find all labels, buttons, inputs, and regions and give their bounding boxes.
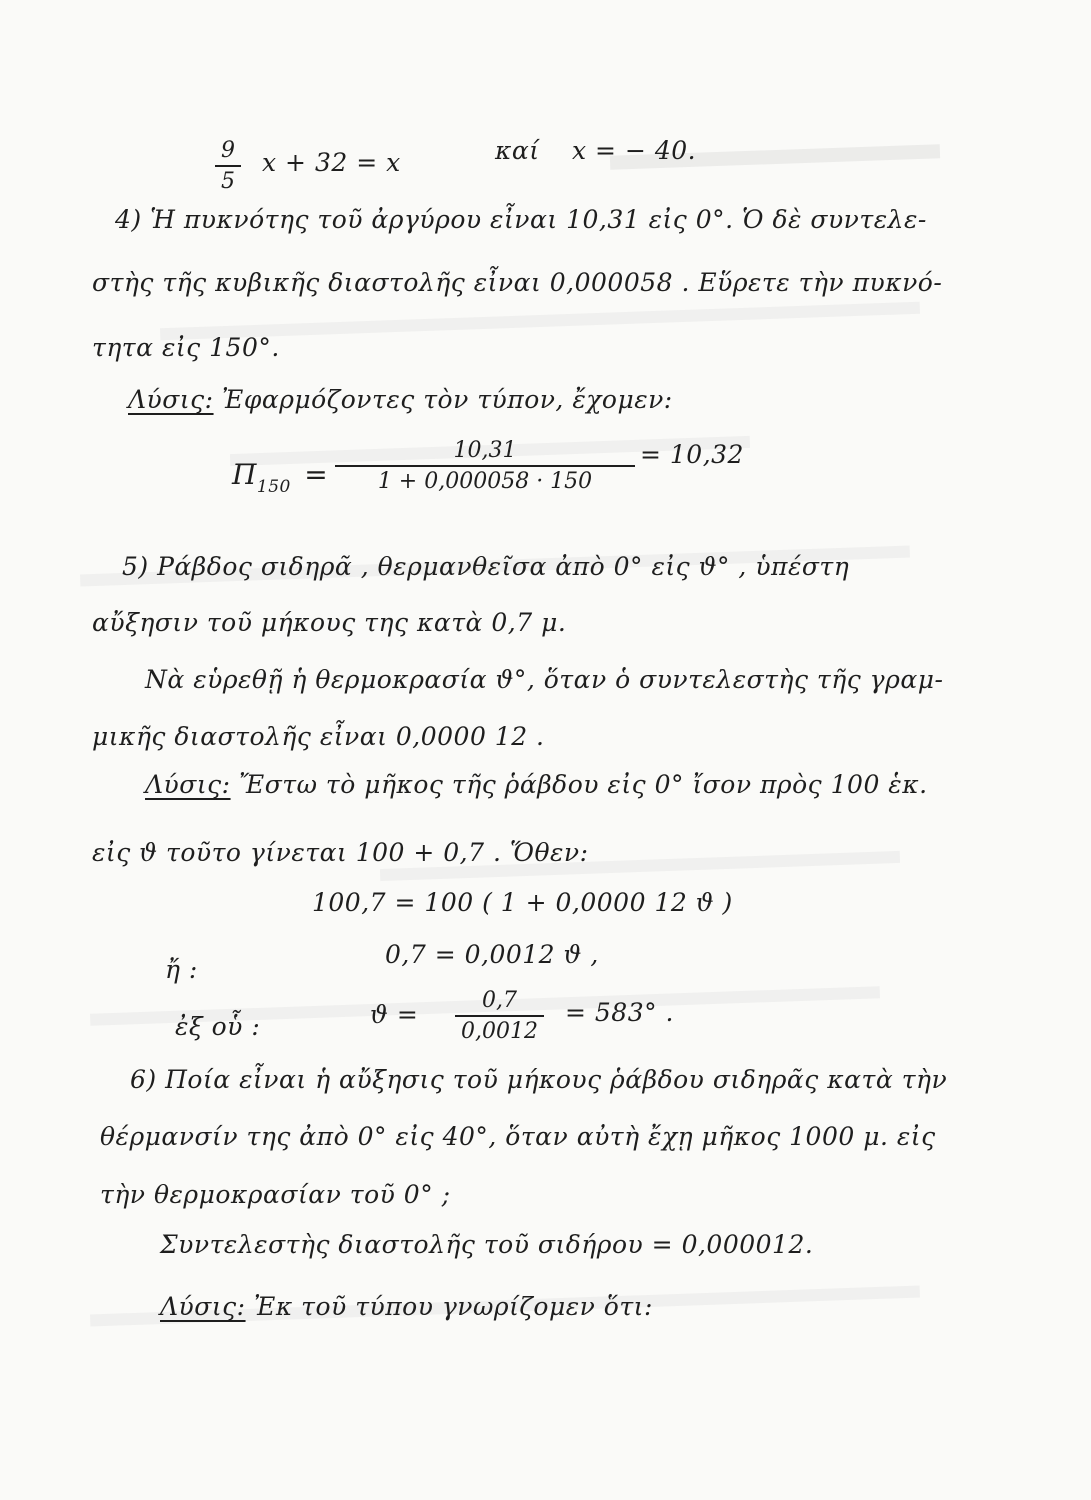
solution-text: Ἐκ τοῦ τύπου γνωρίζομεν ὅτι: — [254, 1292, 653, 1321]
solution-text: Ἔστω τὸ μῆκος τῆς ῥάβδου εἰς 0° ἴσον πρὸς 100 ἑκ. — [239, 770, 928, 799]
intro-fraction-denominator: 5 — [221, 169, 235, 194]
problem-4-line-2: στὴς τῆς κυβικῆς διαστολῆς εἶναι 0,000058 . Εὕρετε τὴν πυκνό- — [92, 268, 943, 297]
problem-5-equation-3-lhs: ϑ = — [370, 1000, 419, 1029]
problem-6-line-1: 6) Ποία εἶναι ἡ αὔξησις τοῦ μήκους ῥάβδου σιδηρᾶς κατὰ τὴν — [130, 1065, 948, 1094]
problem-5-equation-3-label: ἐξ οὗ : — [175, 1012, 261, 1041]
intro-conjunction: καί — [495, 136, 540, 165]
problem-5-equation-1: 100,7 = 100 ( 1 + 0,0000 12 ϑ ) — [312, 888, 733, 917]
problem-6-line-2: θέρμανσίν της ἀπὸ 0° εἰς 40°, ὅταν αὐτὴ ἔχῃ μῆκος 1000 μ. εἰς — [100, 1122, 936, 1151]
density-fraction — [335, 438, 635, 494]
problem-6-solution — [160, 1292, 653, 1321]
intro-result: x = − 40. — [572, 136, 697, 165]
solution-label: Λύσις: — [128, 385, 214, 414]
problem-5-line-4: μικῆς διαστολῆς εἶναι 0,0000 12 . — [92, 722, 545, 751]
solution-label: Λύσις: — [160, 1292, 246, 1321]
problem-5-solution — [145, 770, 928, 799]
intro-fraction-numerator: 9 — [221, 138, 235, 163]
problem-5-line-2: αὔξησιν τοῦ μήκους της κατὰ 0,7 μ. — [92, 608, 567, 637]
problem-5-line-5: εἰς ϑ τοῦτο γίνεται 100 + 0,7 . Ὅθεν: — [92, 838, 589, 867]
problem-5-fraction — [455, 988, 544, 1044]
fraction-denominator: 0,0012 — [461, 1019, 538, 1044]
fraction-numerator: 0,7 — [481, 988, 517, 1013]
intro-fraction — [215, 138, 241, 194]
density-denominator: 1 + 0,000058 · 150 — [377, 469, 593, 494]
density-subscript: 150 — [256, 477, 291, 497]
problem-4-solution — [128, 385, 673, 414]
problem-4-line-3: τητα εἰς 150°. — [92, 333, 280, 362]
density-formula-lhs: $\Pi_{150}$ = — [232, 458, 329, 497]
density-symbol: Π — [232, 458, 257, 491]
problem-6-line-3: τὴν θερμοκρασίαν τοῦ 0° ; — [100, 1180, 451, 1209]
intro-equation: x + 32 = x — [262, 148, 401, 177]
density-result: = 10,32 — [640, 440, 744, 469]
problem-4-line-1: 4) Ἡ πυκνότης τοῦ ἀργύρου εἶναι 10,31 εἰς 0°. Ὁ δὲ συντελε- — [115, 205, 927, 234]
problem-5-equation-2: 0,7 = 0,0012 ϑ , — [385, 940, 599, 969]
problem-6-line-4: Συντελεστὴς διαστολῆς τοῦ σιδήρου = 0,000012. — [160, 1230, 814, 1259]
solution-label: Λύσις: — [145, 770, 231, 799]
problem-5-equation-2-label: ἤ : — [165, 955, 198, 984]
problem-5-line-3: Νὰ εὑρεθῇ ἡ θερμοκρασία ϑ°, ὅταν ὁ συντελεστὴς τῆς γραμ- — [145, 665, 944, 694]
problem-5-line-1: 5) Ράβδος σιδηρᾶ , θερμανθεῖσα ἀπὸ 0° εἰς ϑ° , ὑπέστη — [122, 552, 850, 581]
problem-5-equation-3-result: = 583° . — [565, 998, 675, 1027]
density-numerator: 10,31 — [453, 438, 517, 463]
solution-text: Ἐφαρμόζοντες τὸν τύπον, ἔχομεν: — [222, 385, 673, 414]
